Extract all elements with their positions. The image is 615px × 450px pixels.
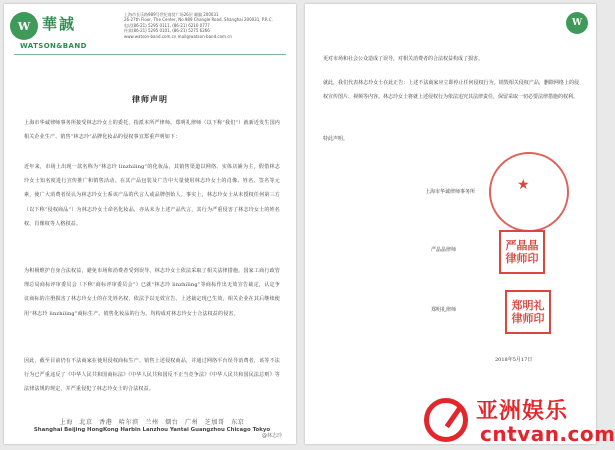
paragraph-continuation: 更对市场和社会公众造成了误导，对相关消费者的合法权益构成了损害。 bbox=[323, 56, 484, 62]
paragraph-legal-action: 为积极维护自身合法权益，避免市场和消费者受到误导，林志玲女士依法采取了相关法律措施。国家工商行政管理总局商标评审委员会（下称“商标评审委员会”）已就“林志玲 linzhiling”等商标作出无效宣告裁定，认定争议商标的注册损害了林志玲女士的在先姓名权，依法予以无效宣告。上述裁定现已生效，相关企业在其后继续使用“林志玲 linzhiling”商标生产、销售化妆品的行为，均构成对林志玲女士合法权益的侵害。 bbox=[24, 268, 280, 317]
address-line: 传真(86-21) 5295 0101, (86-21) 5275 6266 bbox=[124, 28, 210, 34]
office-cities-en: Shanghai Beijing HongKong Harbin Lanzhou Yantai Guangzhou Chicago Tokyo bbox=[33, 427, 271, 433]
paragraph-warning: 就此，我们代表林志玲女士在此正告：上述不法商家应立即停止任何侵权行为，销毁相关侵权产品，删除网络上的侵权宣传图片、视频等内容。林志玲女士将就上述侵权行为依法追究其法律责任，保留采取一切必要法律措施的权利。 bbox=[323, 80, 579, 101]
office-cities-cn: 上海 北京 香港 哈尔滨 兰州 烟台 广州 芝加哥 东京 bbox=[59, 419, 245, 426]
seal-star-icon: ★ bbox=[517, 177, 530, 193]
firm-signature: 上海市华诚律师事务所 bbox=[425, 189, 476, 195]
watermark-site-url: cntvan.com bbox=[480, 422, 615, 446]
address-line: 26-27th Floor, The Center, No.989 Changle Road, Shanghai 200031, P.R.C. bbox=[124, 17, 273, 23]
letter-page-2 bbox=[305, 4, 596, 444]
address-line: 上海市长乐路989号世纪商贸广场26层 邮编 200031 bbox=[124, 12, 219, 17]
watermark-site-name: 亚洲娱乐 bbox=[476, 399, 569, 424]
letterhead-divider bbox=[14, 54, 286, 55]
document-date: 2018年5月17日 bbox=[495, 357, 533, 363]
paragraph-intro: 上海市华诚律师事务所接受林志玲女士的委托，指派本所严律师、郑明礼律师（以下称“我们”）就新近发生国内相关企业生产、销售“林志玲”品牌化妆品的侵权事宜郑重声明如下： bbox=[24, 120, 280, 141]
paragraph-background: 近年来，市场上出现一款名称为“林志玲 linzhiling”的化妆品，其销售渠道以网络、实体店铺为主，假借林志玲女士知名度进行宣传推广和销售活动。在其产品包装及广告中大量使用林志玲女士的肖像、姓名、签名等元素，使广大消费者误认为林志玲女士系该产品的代言人或品牌创始人。事实上，林志玲女士从未授权任何第三方（以下称“侵权商品”）为林志玲女士命名化妆品，亦从未为上述产品代言，其行为严重侵害了林志玲女士的姓名权、肖像权等人格权益。 bbox=[24, 164, 280, 227]
lawyer2-seal-stamp: 郑明礼律师印 bbox=[505, 290, 551, 334]
watermark-logo-icon bbox=[424, 398, 468, 442]
firm-name-english: WATSON&BAND bbox=[20, 42, 87, 50]
firm-name-chinese: 華誠 bbox=[42, 15, 77, 33]
paragraph-closing: 特此声明。 bbox=[323, 136, 349, 142]
lawyer2-signature-label: 郑明礼律师 bbox=[431, 307, 457, 313]
lawyer1-signature-label: 严晶晶律师 bbox=[431, 247, 457, 253]
paragraph-infringement: 因此，截至目前仍有不法商家在使用侵权商标生产、销售上述侵权商品，并通过网络平台误导消费者，该等不法行为已严重违反了《中华人民共和国商标法》《中华人民共和国反不正当竞争法》《中华人民共和国民法总则》等法律法规的规定，并严重侵犯了林志玲女士的合法权益。 bbox=[24, 358, 280, 393]
firm-logo-icon: W bbox=[10, 12, 38, 40]
letter-page-1 bbox=[4, 4, 296, 444]
lawyer1-seal-stamp: 严晶晶律师印 bbox=[499, 230, 545, 274]
address-line: 电话(86-21) 5295 0111, (86-21) 6210 0777 bbox=[124, 22, 210, 28]
firm-address-block bbox=[124, 12, 292, 39]
firm-logo-icon: W bbox=[566, 12, 588, 34]
document-title: 律师声明 bbox=[132, 94, 168, 104]
site-watermark bbox=[420, 394, 615, 448]
weibo-handle: @林志玲 bbox=[262, 433, 283, 439]
address-line: www.watson-band.com.cn mail@watson-band.com.cn bbox=[124, 33, 232, 39]
